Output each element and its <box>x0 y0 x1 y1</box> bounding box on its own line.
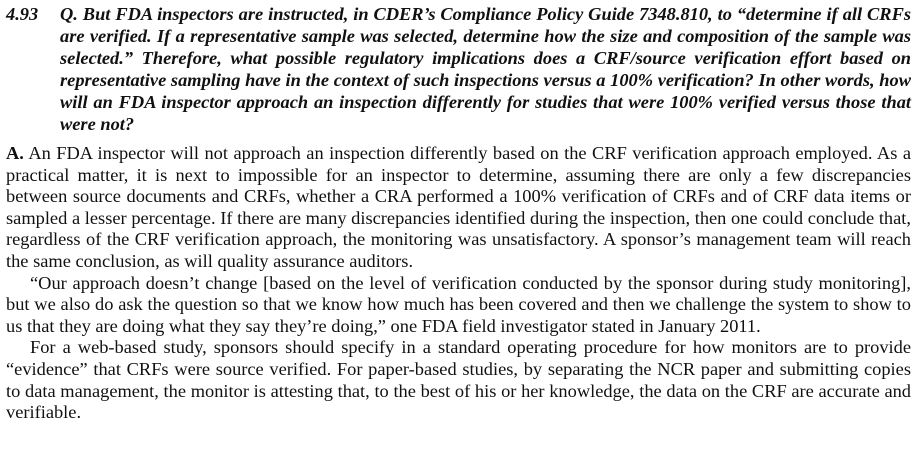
question-block <box>6 3 911 135</box>
answer-paragraph-1 <box>6 143 911 273</box>
answer-paragraph-2: “Our approach doesn’t change [based on the level of verification conducted by the sponsor during study monitoring], but we also do ask the question so that we know how much has been covered and then we challenge the system to show to us that they are doing what they say they’re doing,” one FDA field investigator stated in January 2011. <box>6 272 911 336</box>
question-number: 4.93 <box>6 4 39 24</box>
answer-paragraph-1-text: An FDA inspector will not approach an inspection differently based on the CRF verification approach employed. As a practical matter, it is next to impossible for an inspector to determine, assuming there are only a few discrepancies between source documents and CRFs, whether a CRA performed a 100% verification of CRFs and of CRF data items or sampled a lesser percentage. If there are many discrepancies identified during the inspection, then one could conclude that, regardless of the CRF verification approach, the monitoring was unsatisfactory. A sponsor’s management team will reach the same conclusion, as will quality assurance auditors. <box>6 143 911 271</box>
answer-block <box>6 143 911 424</box>
answer-paragraph-3: For a web-based study, sponsors should specify in a standard operating procedure for how monitors are to provide “evidence” that CRFs were source verified. For paper-based studies, by separating the NCR paper and submitting copies to data management, the monitor is attesting that, to the best of his or her knowledge, the data on the CRF are accurate and verifiable. <box>6 337 911 423</box>
question-text: Q. But FDA inspectors are instructed, in CDER’s Compliance Policy Guide 7348.810, to “determine if all CRFs are verified. If a representative sample was selected, determine how the size and composition of the sample was selected.” Therefore, what possible regulatory implications does a CRF/source verification effort based on representative sampling have in the context of such inspections versus a 100% verification? In other words, how will an FDA inspector approach an inspection differently for studies that were 100% verified versus those that were not? <box>60 4 911 134</box>
answer-marker: A. <box>6 143 24 163</box>
